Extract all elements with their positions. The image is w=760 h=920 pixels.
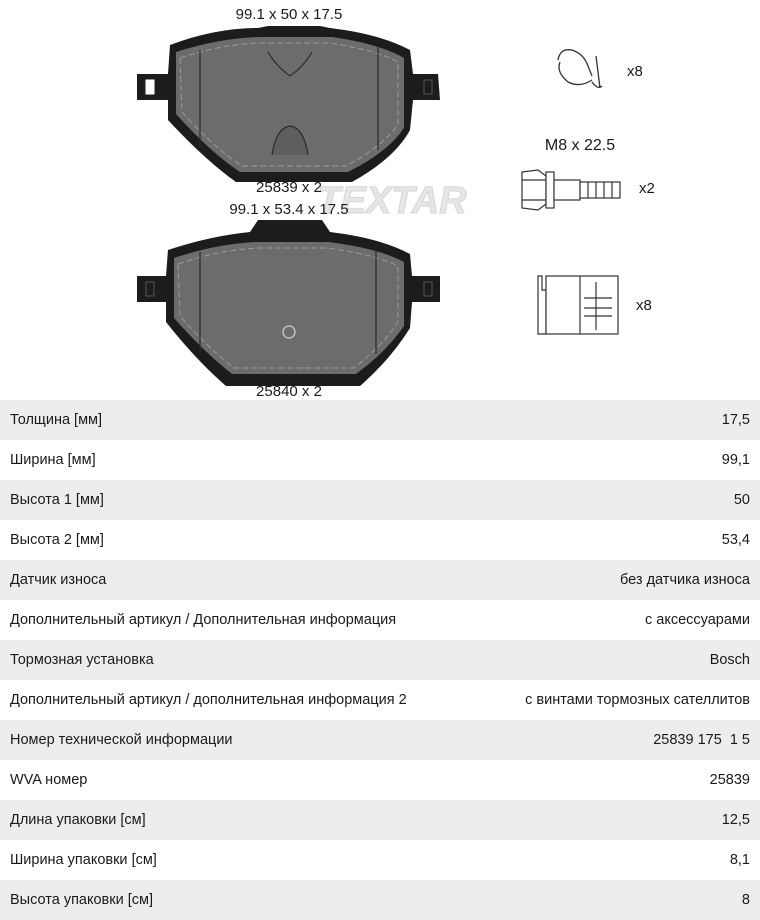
spec-label: Длина упаковки [см]	[10, 812, 146, 828]
spec-row-wear-sensor	[0, 560, 760, 600]
clip-quantity: x8	[627, 63, 643, 80]
spec-label: Ширина [мм]	[10, 452, 96, 468]
spec-label: Высота 2 [мм]	[10, 532, 104, 548]
pad-2-dimensions: 99.1 x 53.4 x 17.5	[229, 201, 349, 218]
plate-quantity: x8	[636, 297, 652, 314]
spec-label: Датчик износа	[10, 572, 107, 588]
spec-value: 8	[741, 892, 750, 908]
spec-label: Дополнительный артикул / Дополнительная информация	[10, 612, 397, 628]
spec-row-tech-info-number	[0, 720, 760, 760]
spec-row-thickness	[0, 400, 760, 440]
spec-row-width	[0, 440, 760, 480]
spec-value: с аксессуарами	[644, 612, 750, 628]
spec-table	[0, 400, 760, 920]
spec-label: Номер технической информации	[10, 732, 233, 748]
spec-value: 25839	[709, 772, 750, 788]
spec-row-extra-info-2	[0, 680, 760, 720]
pad-2-article: 25840 x 2	[256, 383, 322, 400]
spec-value: без датчика износа	[620, 572, 750, 588]
spec-row-brake-system	[0, 640, 760, 680]
brake-pad-illustration	[0, 0, 760, 400]
spec-row-extra-info	[0, 600, 760, 640]
spec-value: Bosch	[709, 652, 750, 668]
abutment-plate-icon	[538, 276, 618, 334]
spec-value: 99,1	[721, 452, 750, 468]
brake-pad-2-icon	[137, 220, 440, 386]
pad-1-dimensions: 99.1 x 50 x 17.5	[235, 6, 343, 23]
spec-value: 25839 175 1 5	[653, 732, 750, 748]
spec-label: Ширина упаковки [см]	[10, 852, 157, 868]
spec-label: Тормозная установка	[10, 652, 154, 668]
spring-clip-icon	[558, 50, 602, 88]
brake-pad-1-icon	[137, 26, 440, 182]
spec-label: Дополнительный артикул / дополнительная информация 2	[10, 692, 407, 708]
spec-label: Толщина [мм]	[10, 412, 103, 428]
watermark: TEXTAR	[317, 180, 467, 222]
spec-value: 12,5	[721, 812, 750, 828]
spec-row-height-1	[0, 480, 760, 520]
spec-value: 17,5	[721, 412, 750, 428]
spec-row-height-2	[0, 520, 760, 560]
spec-row-package-width	[0, 840, 760, 880]
spec-label: WVA номер	[10, 772, 88, 788]
bolt-quantity: x2	[639, 180, 655, 197]
pad-1-article: 25839 x 2	[256, 179, 322, 196]
product-drawing	[0, 0, 760, 400]
spec-label: Высота 1 [мм]	[10, 492, 104, 508]
spec-value: с винтами тормозных сателлитов	[525, 692, 750, 708]
spec-row-package-length	[0, 800, 760, 840]
spec-value: 50	[733, 492, 750, 508]
spec-label: Высота упаковки [см]	[10, 892, 154, 908]
bolt-icon	[522, 170, 620, 210]
spec-value: 53,4	[721, 532, 750, 548]
bolt-size: M8 x 22.5	[544, 137, 616, 154]
spec-row-package-height	[0, 880, 760, 920]
spec-value: 8,1	[729, 852, 750, 868]
spec-row-wva-number	[0, 760, 760, 800]
